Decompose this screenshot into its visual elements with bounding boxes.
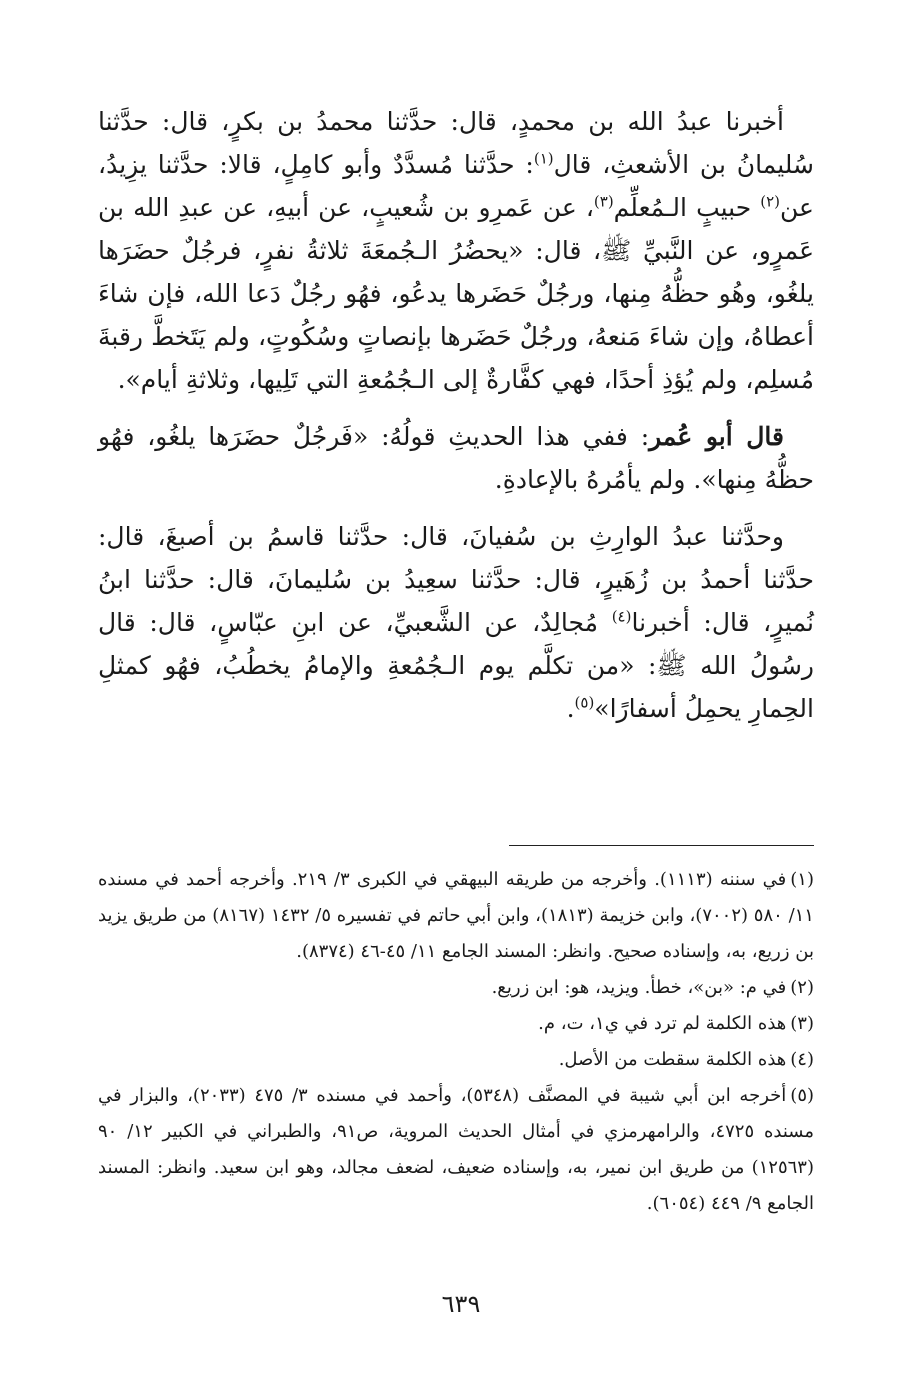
- text-run: .: [566, 694, 575, 723]
- text-run: حبيبٍ الـمُعلِّم: [613, 193, 761, 222]
- main-text: [98, 100, 814, 744]
- footnote-number: (٥): [790, 1085, 815, 1106]
- footnote-ref-4[interactable]: (٤): [611, 607, 632, 626]
- text-run: وحدَّثنا عبدُ الوارِثِ بن سُفيانَ، قال: حدَّثنا قاسمُ بن أصبغَ، قال: حدَّثنا أحمدُ بن زُهَيرٍ، قال: حدَّثنا سعِيدُ بن سُليمانَ، قال: حدَّثنا ابنُ نُميرٍ، قال: أخبرنا: [98, 522, 814, 637]
- footnote-ref-2[interactable]: (٢): [760, 192, 781, 211]
- text-run: : حدَّثنا مُسدَّدٌ وأبو كامِلٍ، قالا: حدَّثنا يزِيدُ، عن: [98, 150, 814, 222]
- footnote-ref-3[interactable]: (٣): [593, 192, 614, 211]
- paragraph-commentary: [98, 415, 814, 501]
- footnote-text: هذه الكلمة لم ترد في ي١، ت، م.: [538, 1013, 787, 1034]
- footnote-text: هذه الكلمة سقطت من الأصل.: [558, 1049, 787, 1070]
- footnote-2: [98, 970, 814, 1006]
- footnote-divider: [509, 845, 814, 846]
- paragraph-hadith-1: [98, 100, 814, 401]
- footnote-text: أخرجه ابن أبي شيبة في المصنَّف (٥٣٤٨)، وأحمد في مسنده ٣/ ٤٧٥ (٢٠٣٣)، والبزار في مسنده ٤٧٢٥، والرامهرمزي في أمثال الحديث المروية، ص٩١، والطبراني في الكبير ١٢/ ٩٠ (١٢٥٦٣) من طريق ابن نمير، به، وإسناده ضعيف، لضعف مجالد، وهو ابن سعيد. وانظر: المسند الجامع ٩/ ٤٤٩ (٦٠٥٤).: [98, 1085, 814, 1214]
- text-run: : ففي هذا الحديثِ قولُهُ: «فَرجُلٌ حضَرَها يلغُو، فهُو حظُّهُ مِنها». ولم يأمُرهُ بالإعادةِ.: [98, 422, 814, 494]
- text-run: أخبرنا عبدُ الله بن محمدٍ، قال: حدَّثنا محمدُ بن بكرٍ، قال: حدَّثنا سُليمانُ بن الأشعثِ، قال: [98, 107, 814, 179]
- footnote-ref-5[interactable]: (٥): [574, 693, 595, 712]
- footnote-4: [98, 1042, 814, 1078]
- text-run: مُجالِدٌ، عن الشَّعبيِّ، عن ابنِ عبّاسٍ، قال: قال رسُولُ الله ﷺ: «من تكلَّم يوم الـجُمُعةِ والإمامُ يخطُبُ، فهُو كمثلِ الحِمارِ يحمِلُ أسفارًا»: [98, 608, 814, 723]
- page-number: ٦٣٩: [441, 1290, 481, 1318]
- footnote-5: [98, 1078, 814, 1222]
- text-run: ، عن عَمرِو بن شُعيبٍ، عن أبيهِ، عن عبدِ الله بن عَمرٍو، عن النَّبيِّ ﷺ، قال: «يحضُرُ الـجُمعَةَ ثلاثةُ نفرٍ، فرجُلٌ حضَرَها يلغُو، وهُو حظُّهُ مِنها، ورجُلٌ حَضَرها يدعُو، فهُو رجُلٌ دَعا الله، فإن شاءَ أعطاهُ، وإن شاءَ مَنعهُ، ورجُلٌ حَضَرها بإنصاتٍ وسُكُوتٍ، ولم يَتَخطَّ رقبةَ مُسلِم، ولم يُؤذِ أحدًا، فهي كفَّارةٌ إلى الـجُمُعةِ التي تَلِيها، وثلاثةِ أيام».: [98, 193, 814, 394]
- footnote-number: (٢): [790, 977, 814, 998]
- speaker-label: قال أبو عُمر: [649, 422, 784, 451]
- footnote-ref-1[interactable]: (١): [533, 149, 554, 168]
- footnote-number: (١): [790, 869, 814, 890]
- footnote-text: في م: «بن»، خطأ. ويزيد، هو: ابن زريع.: [491, 977, 787, 998]
- footnote-1: [98, 862, 814, 970]
- footnote-number: (٣): [790, 1013, 814, 1034]
- footnote-text: في سننه (١١١٣). وأخرجه من طريقه البيهقي في الكبرى ٣/ ٢١٩. وأخرجه أحمد في مسنده ١١/ ٥٨٠ (٧٠٠٢)، وابن خزيمة (١٨١٣)، وابن أبي حاتم في تفسيره ٥/ ١٤٣٢ (٨١٦٧) من طريق يزيد بن زريع، به، وإسناده صحيح. وانظر: المسند الجامع ١١/ ٤٥-٤٦ (٨٣٧٤).: [98, 869, 814, 962]
- footnotes: [98, 862, 814, 1222]
- paragraph-hadith-2: [98, 515, 814, 730]
- footnote-number: (٤): [790, 1049, 814, 1070]
- footnote-3: [98, 1006, 814, 1042]
